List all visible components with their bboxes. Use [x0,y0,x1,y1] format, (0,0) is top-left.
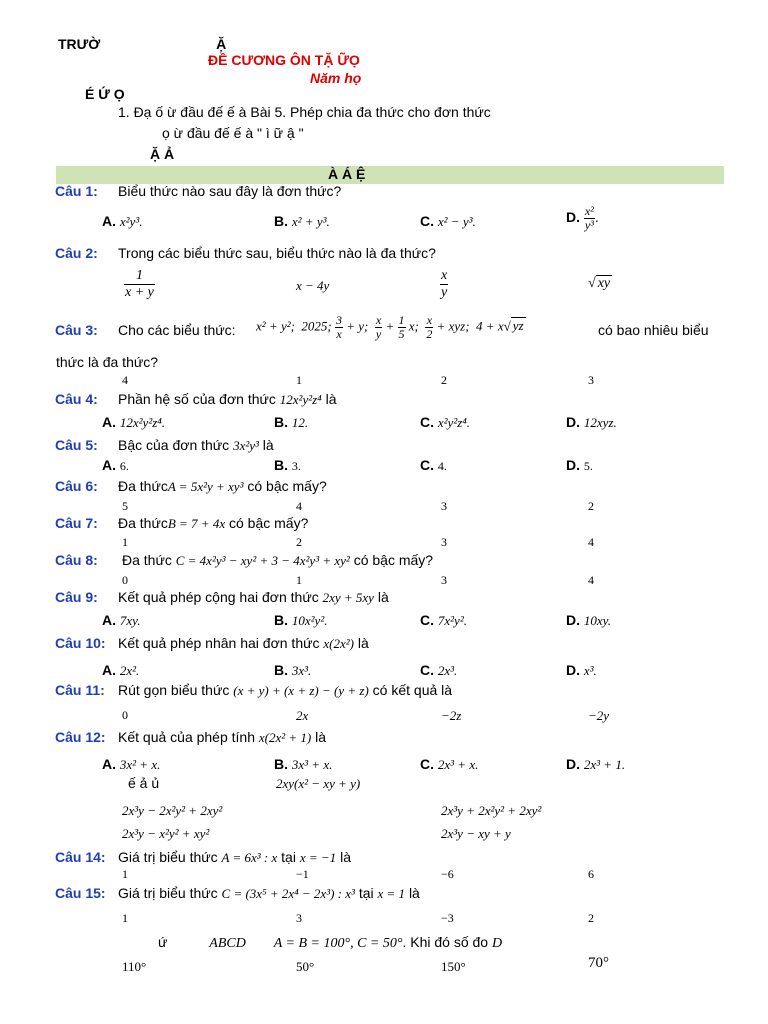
option-c[interactable]: C. 7x²y². [420,612,467,628]
option-a[interactable]: A. 12x²y²z⁴. [102,414,166,430]
part-heading: Ặ Ả [150,146,175,162]
option-d[interactable]: 6 [588,867,594,881]
question-number: Câu 8: [55,552,98,568]
question-text: Trong các biểu thức sau, biểu thức nào là đa thức? [118,245,436,261]
option-c[interactable]: C. 2x³. [420,662,458,678]
option-a[interactable]: A. 3x² + x. [102,756,161,772]
option-d[interactable]: D. $\frac{\text{x²}}{\text{y³}}$ . [566,204,599,232]
school-year: Năm họ [310,70,362,86]
option-a[interactable]: 4 [122,373,128,387]
option-d[interactable]: 2 [588,499,594,513]
question-text: Cho các biểu thức: [118,322,236,338]
option-b[interactable]: 3 [296,911,302,925]
question-text: Giá trị biểu thức A = 6x³ : x tại x = −1 là [118,849,351,865]
question-text: Bậc của đơn thức 3x²y³ là [118,437,274,453]
option-b[interactable]: 1 [296,573,302,587]
question-number: Câu 10: [55,635,106,651]
option-b[interactable]: B. 3x³. [274,662,312,678]
option-a[interactable]: A. 6. [102,457,129,473]
question-number: Câu 15: [55,885,106,901]
option-d[interactable]: D. 5. [566,457,593,473]
option-b[interactable]: B. 10x²y². [274,612,328,628]
question-text-line2: thức là đa thức? [56,354,159,370]
question-text: Phần hệ số của đơn thức 12x²y²z⁴ là [118,391,337,407]
option-c[interactable]: C. x² − y³. [420,213,476,229]
option-b[interactable]: 50° [296,959,315,974]
option-b[interactable]: 2x³y + 2x²y² + 2xy² [441,803,542,818]
question-number: Câu 2: [55,245,98,261]
question-number: Câu 1: [55,183,98,199]
option-b[interactable]: B. 12. [274,414,309,430]
option-a[interactable]: A. x²y³. [102,213,143,229]
option-c[interactable]: C. 2x³ + x. [420,756,479,772]
option-c[interactable]: 3 [441,573,447,587]
question-text: Kết quả phép nhân hai đơn thức x(2x²) là [118,635,369,651]
option-a[interactable]: 1 [122,867,128,881]
option-d[interactable]: D. 12xyz. [566,414,617,430]
option-a[interactable]: A. 7xy. [102,612,141,628]
question-text: Đa thứcA = 5x²y + xy³ có bậc mấy? [118,478,327,494]
option-a[interactable]: 0 [122,573,128,587]
option-c[interactable]: 150° [441,959,466,974]
question-text: Rút gọn biểu thức (x + y) + (x + z) − (y + z) có kết quả là [118,682,453,698]
option-b[interactable]: 2 [296,535,302,549]
option-a[interactable]: A. 2x². [102,662,140,678]
question-number: Câu 9: [55,589,98,605]
option-d[interactable]: D. x³. [566,662,597,678]
question-number: Câu 4: [55,391,98,407]
option-b[interactable]: −1 [296,867,309,881]
question-number: Câu 12: [55,729,106,745]
option-c[interactable]: $\frac{x}{y}$ [441,268,448,300]
option-c[interactable]: C. 4. [420,457,447,473]
question-number: Câu 7: [55,515,98,531]
option-a[interactable]: 5 [122,499,128,513]
school-name: TRƯỜ Ặ [58,36,227,52]
option-d[interactable]: D. 10xy. [566,612,611,628]
question-text: Biểu thức nào sau đây là đơn thức? [118,183,342,199]
question-text: ế ả ủ [128,775,160,791]
option-a[interactable]: 2x³y − 2x²y² + 2xy² [122,803,223,818]
option-c[interactable]: 2x³y − x²y² + xy² [122,826,210,841]
option-a[interactable]: 110° [122,959,147,974]
scope-line-2: ọ ừ đầu đế ế à " ì ữ ậ " [162,125,304,141]
question-text: Đa thức C = 4x²y³ − xy² + 3 − 4x²y³ + xy² có bậc mấy? [122,552,434,568]
scope-line-1: 1. Đạ ố ừ đầu đế ế à Bài 5. Phép chia đa thức cho đơn thức [118,104,491,120]
question-text: Kết quả của phép tính x(2x² + 1) là [118,729,327,745]
question-expression: 2xy(x² − xy + y) [276,776,361,791]
question-text: Giá trị biểu thức C = (3x⁵ + 2x⁴ − 2x³) : x³ tại x = 1 là [118,885,420,901]
expression-list: x² + y²; 2025; $\frac{3}{x}$ + y; $\frac{x}{y}$ + $\frac{1}{5}$ x; $\frac{x}{2}$ + xyz; 4 + x√ yz [256,313,524,341]
document-title: ĐỀ CƯƠNG ÔN TẶ ỮỌ [208,52,360,68]
option-c[interactable]: −3 [441,911,454,925]
subheading: É Ứ Ọ [85,86,125,102]
question-number: Câu 5: [55,437,98,453]
option-d[interactable]: 2x³y − xy + y [441,826,511,841]
option-b[interactable]: 4 [296,499,302,513]
option-a[interactable]: 0 [122,708,128,722]
section-bar [56,166,724,184]
option-d[interactable]: 4 [588,573,594,587]
question-text: Kết quả phép cộng hai đơn thức 2xy + 5xy là [118,589,389,605]
option-a[interactable]: 1 [122,911,128,925]
option-c[interactable]: −2z [441,708,462,723]
option-c[interactable]: −6 [441,867,454,881]
option-d[interactable]: 2 [588,911,594,925]
option-d[interactable]: 4 [588,535,594,549]
option-b[interactable]: x − 4y [296,278,330,293]
option-c[interactable]: 2 [441,373,447,387]
option-d[interactable]: 70° [588,955,609,971]
option-b[interactable]: B. 3. [274,457,301,473]
option-c[interactable]: C. x²y²z⁴. [420,414,471,430]
option-b[interactable]: B. x² + y³. [274,213,330,229]
option-a[interactable]: 1 [122,535,128,549]
section-title: À Á Ệ [328,166,366,182]
question-number: Câu 6: [55,478,98,494]
question-number: Câu 3: [55,322,98,338]
option-d[interactable]: √ xy [588,276,611,291]
question-text: Đa thứcB = 7 + 4x có bậc mấy? [118,515,309,531]
option-b[interactable]: 2x [296,708,309,723]
option-d[interactable]: −2y [588,708,610,723]
option-c[interactable]: 3 [441,499,447,513]
question-text: ứ ABCD A = B = 100°, C = 50°. Khi đó số đo D [158,934,503,951]
option-c[interactable]: 3 [441,535,447,549]
question-number: Câu 11: [55,682,105,698]
question-number: Câu 14: [55,849,106,865]
option-a[interactable]: $\frac{1}{x + y}$ [125,268,154,300]
option-d[interactable]: 3 [588,373,594,387]
option-d[interactable]: D. 2x³ + 1. [566,756,626,772]
option-b[interactable]: 1 [296,373,302,387]
question-text-tail: có bao nhiêu biểu [598,322,709,338]
option-b[interactable]: B. 3x³ + x. [274,756,333,772]
